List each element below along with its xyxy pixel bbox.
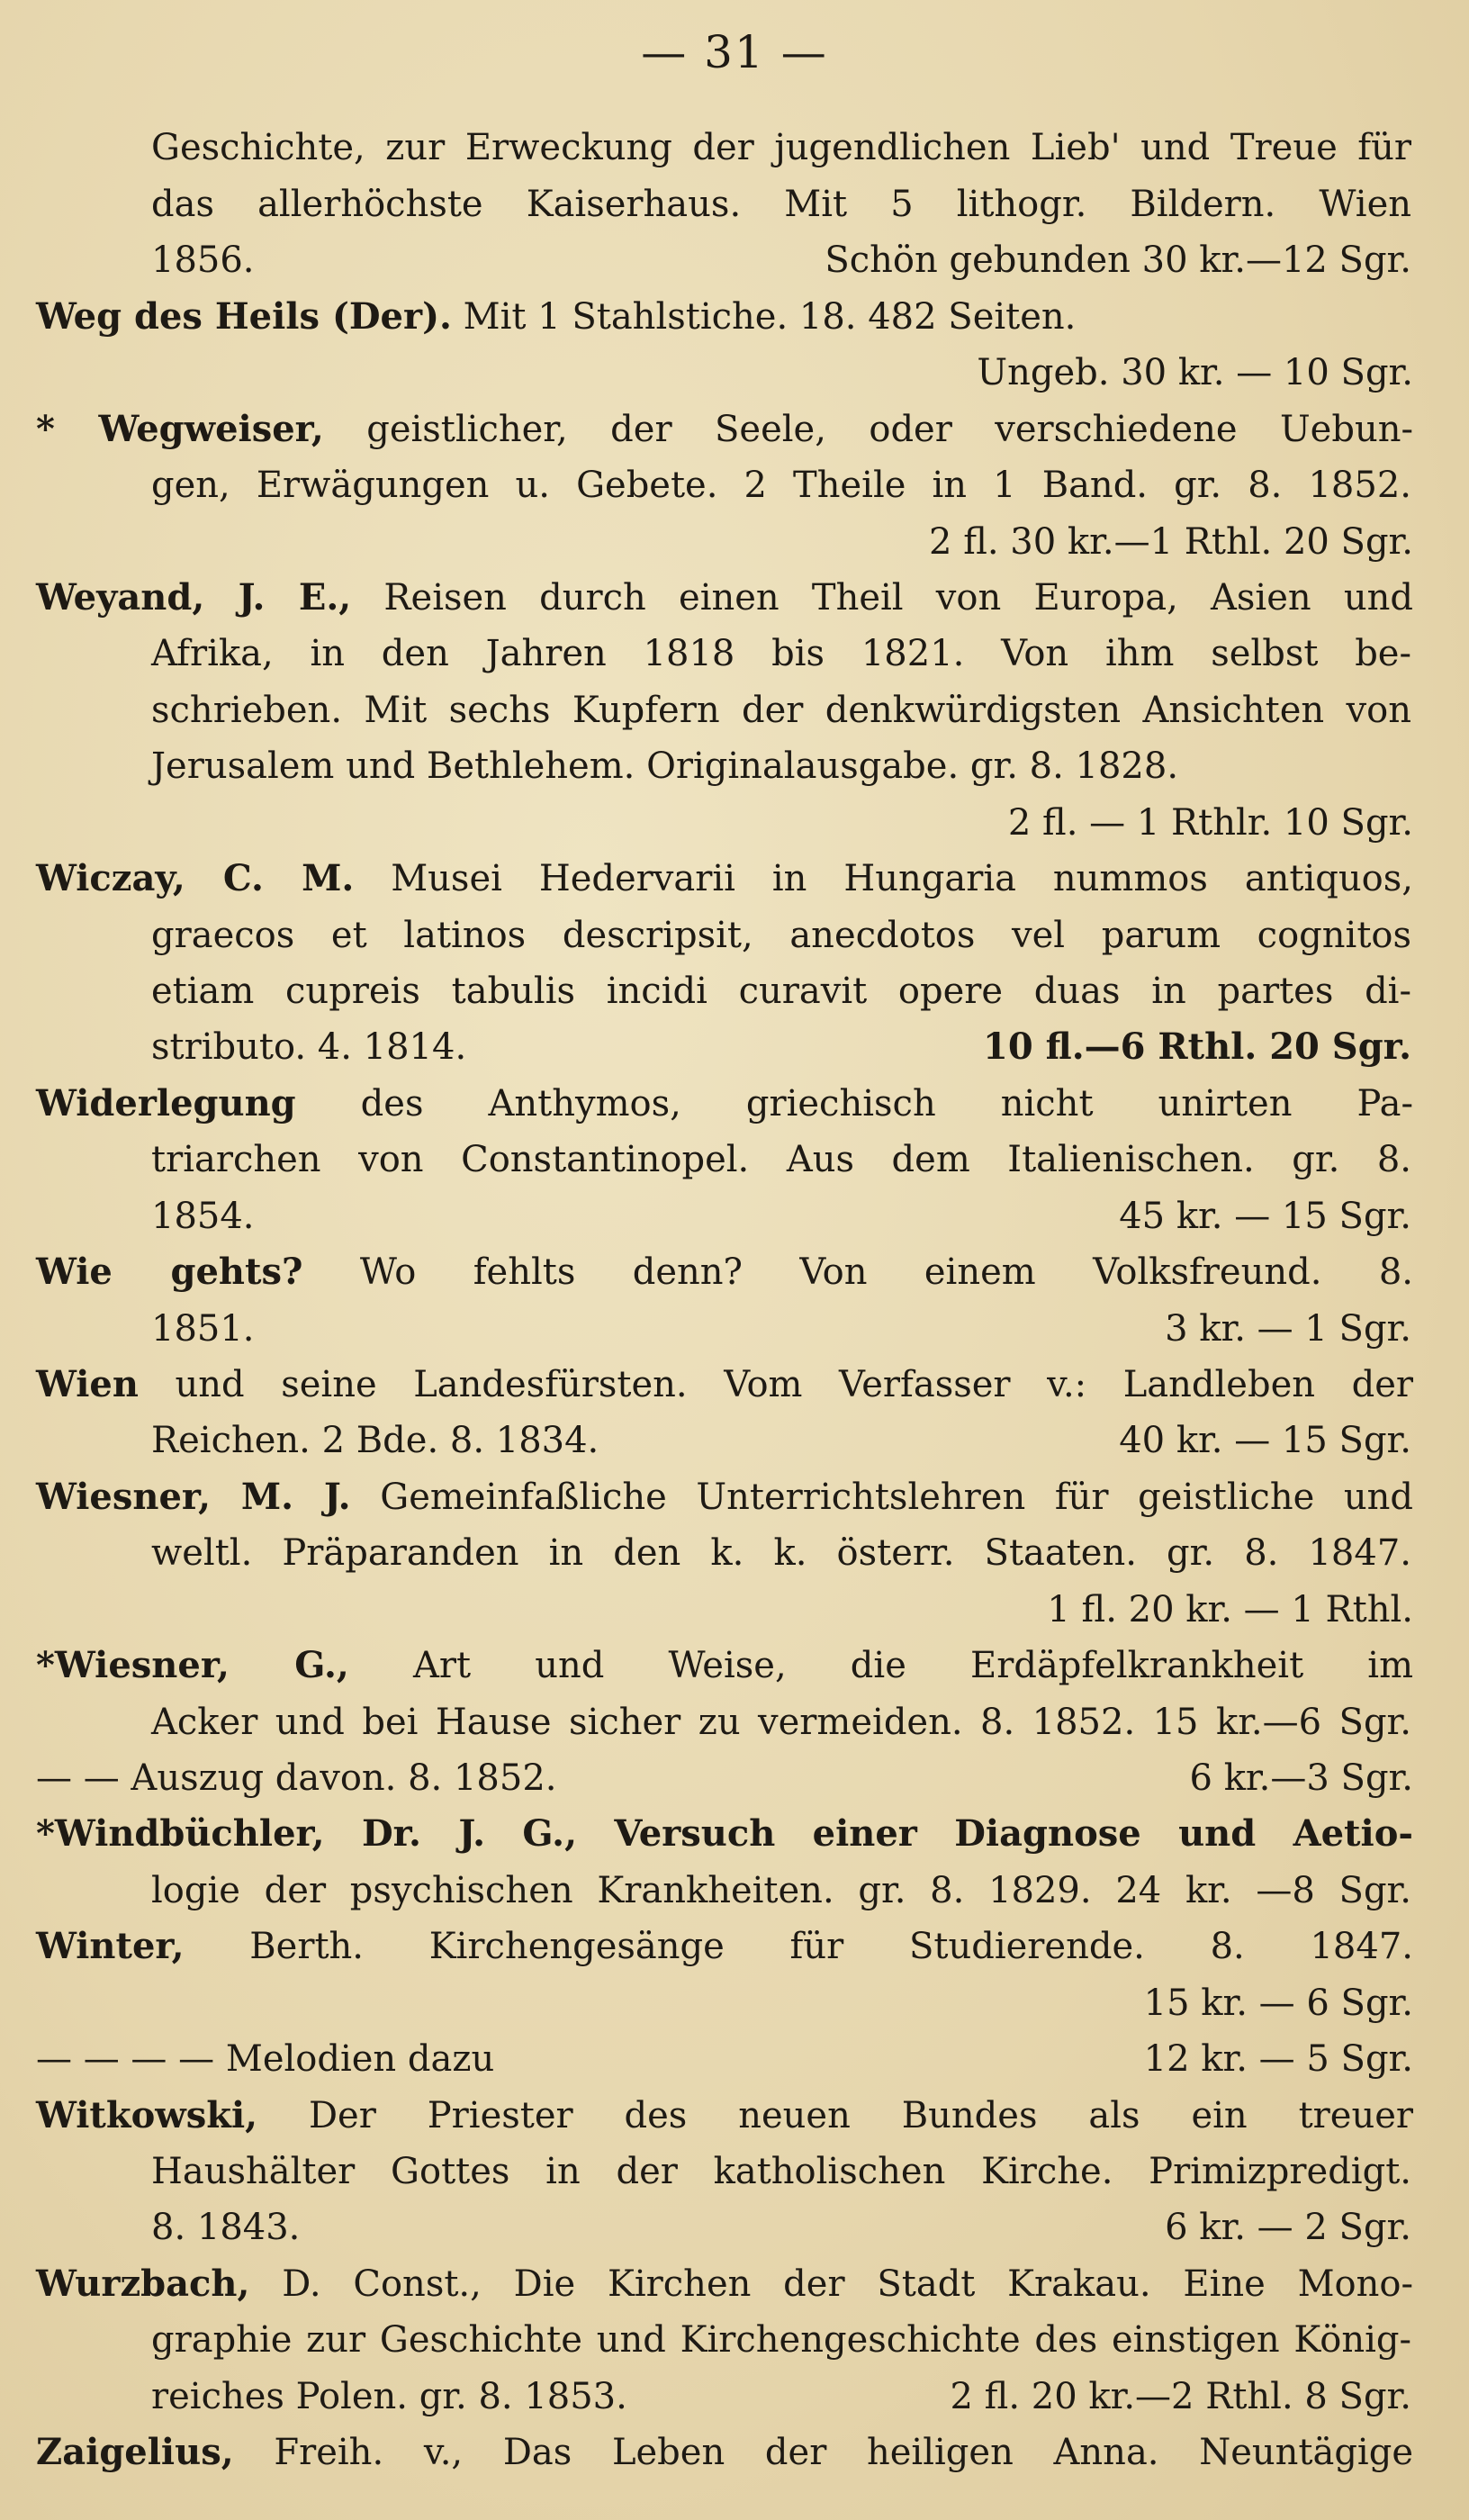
text-line: etiam cupreis tabulis incidi curavit opere duas in partes di- (151, 971, 1411, 1012)
entry-line: *Windbüchler, Dr. J. G., Versuch einer Diagnose und Aetio- (36, 1812, 1413, 1855)
price-line: 2 fl. — 1 Rthlr. 10 Sgr. (1007, 802, 1413, 844)
entry-line: Weg des Heils (Der). Mit 1 Stahlstiche. 18. 482 Seiten. (36, 295, 1077, 338)
entry-heading: Wien (36, 1363, 139, 1405)
text-line: logie der psychischen Krankheiten. gr. 8. 1829. 24 kr. —8 Sgr. (151, 1870, 1411, 1911)
entry-line: Weyand, J. E., Reisen durch einen Theil von Europa, Asien und (36, 576, 1413, 619)
price-line: Ungeb. 30 kr. — 10 Sgr. (977, 352, 1413, 393)
entry-heading: Widerlegung (36, 1082, 296, 1125)
text-line: gen, Erwägungen u. Gebete. 2 Theile in 1 Band. gr. 8. 1852. (151, 465, 1411, 506)
entry-line: *Wiesner, G., Art und Weise, die Erdäpfelkrankheit im (36, 1644, 1414, 1686)
entry-heading: Weg des Heils (Der). (36, 295, 452, 338)
price-line: 2 fl. 30 kr.—1 Rthl. 20 Sgr. (929, 521, 1413, 563)
entry-line: Witkowski, Der Priester des neuen Bundes als ein treuer (36, 2094, 1413, 2136)
text-line: Haushälter Gottes in der katholischen Kirche. Primizpredigt. (151, 2151, 1411, 2192)
text-line: graphie zur Geschichte und Kirchengeschichte des einstigen König- (151, 2319, 1411, 2361)
text-line: graecos et latinos descripsit, anecdotos vel parum cognitos (151, 915, 1411, 956)
text-line: Acker und bei Hause sicher zu vermeiden. 8. 1852. 15 kr.—6 Sgr. (151, 1702, 1411, 1743)
text-line: Afrika, in den Jahren 1818 bis 1821. Von ihm selbst be- (151, 633, 1411, 674)
entry-heading: Wiczay, C. M. (36, 857, 355, 899)
entry-line: Wiesner, M. J. Gemeinfaßliche Unterrichtslehren für geistliche und (36, 1476, 1414, 1518)
text-line: stributo. 4. 1814. 10 fl.—6 Rthl. 20 Sgr. (151, 1025, 1411, 1068)
entry-heading: Zaigelius, (36, 2431, 234, 2473)
text-line: weltl. Präparanden in den k. k. österr. Staaten. gr. 8. 1847. (151, 1532, 1411, 1574)
entry-heading: Winter, (36, 1925, 185, 1967)
entry-heading: Witkowski, (36, 2094, 258, 2136)
text-line: — — — — Melodien dazu 12 kr. — 5 Sgr. (36, 2038, 1413, 2080)
text-line: Jerusalem und Bethlehem. Originalausgabe. gr. 8. 1828. (151, 745, 1179, 787)
entry-heading: *Windbüchler, (36, 1812, 325, 1855)
text-line: das allerhöchste Kaiserhaus. Mit 5 lithogr. Bildern. Wien (151, 184, 1411, 225)
entry-line: Winter, Berth. Kirchengesänge für Studierende. 8. 1847. (36, 1925, 1413, 1967)
entry-line: Wien und seine Landesfürsten. Vom Verfasser v.: Landleben der (36, 1363, 1413, 1405)
text-line: reiches Polen. gr. 8. 1853. 2 fl. 20 kr.—2 Rthl. 8 Sgr. (151, 2376, 1411, 2417)
entry-line: Wiczay, C. M. Musei Hedervarii in Hungaria nummos antiquos, (36, 857, 1413, 899)
entry-line: * Wegweiser, geistlicher, der Seele, oder verschiedene Uebun- (36, 408, 1413, 450)
entry-line: Wurzbach, D. Const., Die Kirchen der Stadt Krakau. Eine Mono- (36, 2263, 1413, 2305)
price-line: 1 fl. 20 kr. — 1 Rthl. (1047, 1589, 1413, 1630)
entry-line: Wie gehts? Wo fehlts denn? Von einem Volksfreund. 8. (36, 1251, 1413, 1293)
entry-line: Widerlegung des Anthymos, griechisch nicht unirten Pa- (36, 1082, 1413, 1125)
price-line: 15 kr. — 6 Sgr. (1143, 1983, 1413, 2024)
text-line: 1851. 3 kr. — 1 Sgr. (151, 1308, 1411, 1350)
entry-heading: Weyand, J. E., (36, 576, 352, 619)
page-number: — 31 — (641, 26, 828, 78)
entry-heading: Wie gehts? (36, 1251, 303, 1293)
text-line: — — Auszug davon. 8. 1852. 6 kr.—3 Sgr. (36, 1757, 1413, 1799)
entry-heading: *Wiesner, G., (36, 1644, 349, 1686)
text-line: 8. 1843. 6 kr. — 2 Sgr. (151, 2207, 1411, 2248)
entry-heading: Wurzbach, (36, 2263, 250, 2305)
text-line: schrieben. Mit sechs Kupfern der denkwürdigsten Ansichten von (151, 690, 1411, 731)
entry-heading: * Wegweiser, (36, 408, 324, 450)
text-line: Geschichte, zur Erweckung der jugendlichen Lieb' und Treue für (151, 127, 1411, 168)
text-line: 1854. 45 kr. — 15 Sgr. (151, 1196, 1411, 1237)
entry-line: Zaigelius, Freih. v., Das Leben der heiligen Anna. Neuntägige (36, 2431, 1413, 2473)
text-line: triarchen von Constantinopel. Aus dem Italienischen. gr. 8. (151, 1139, 1411, 1180)
entry-heading: Wiesner, M. J. (36, 1476, 351, 1518)
text-line: Reichen. 2 Bde. 8. 1834. 40 kr. — 15 Sgr. (151, 1420, 1411, 1461)
text-line: 1856. Schön gebunden 30 kr.—12 Sgr. (151, 239, 1411, 281)
